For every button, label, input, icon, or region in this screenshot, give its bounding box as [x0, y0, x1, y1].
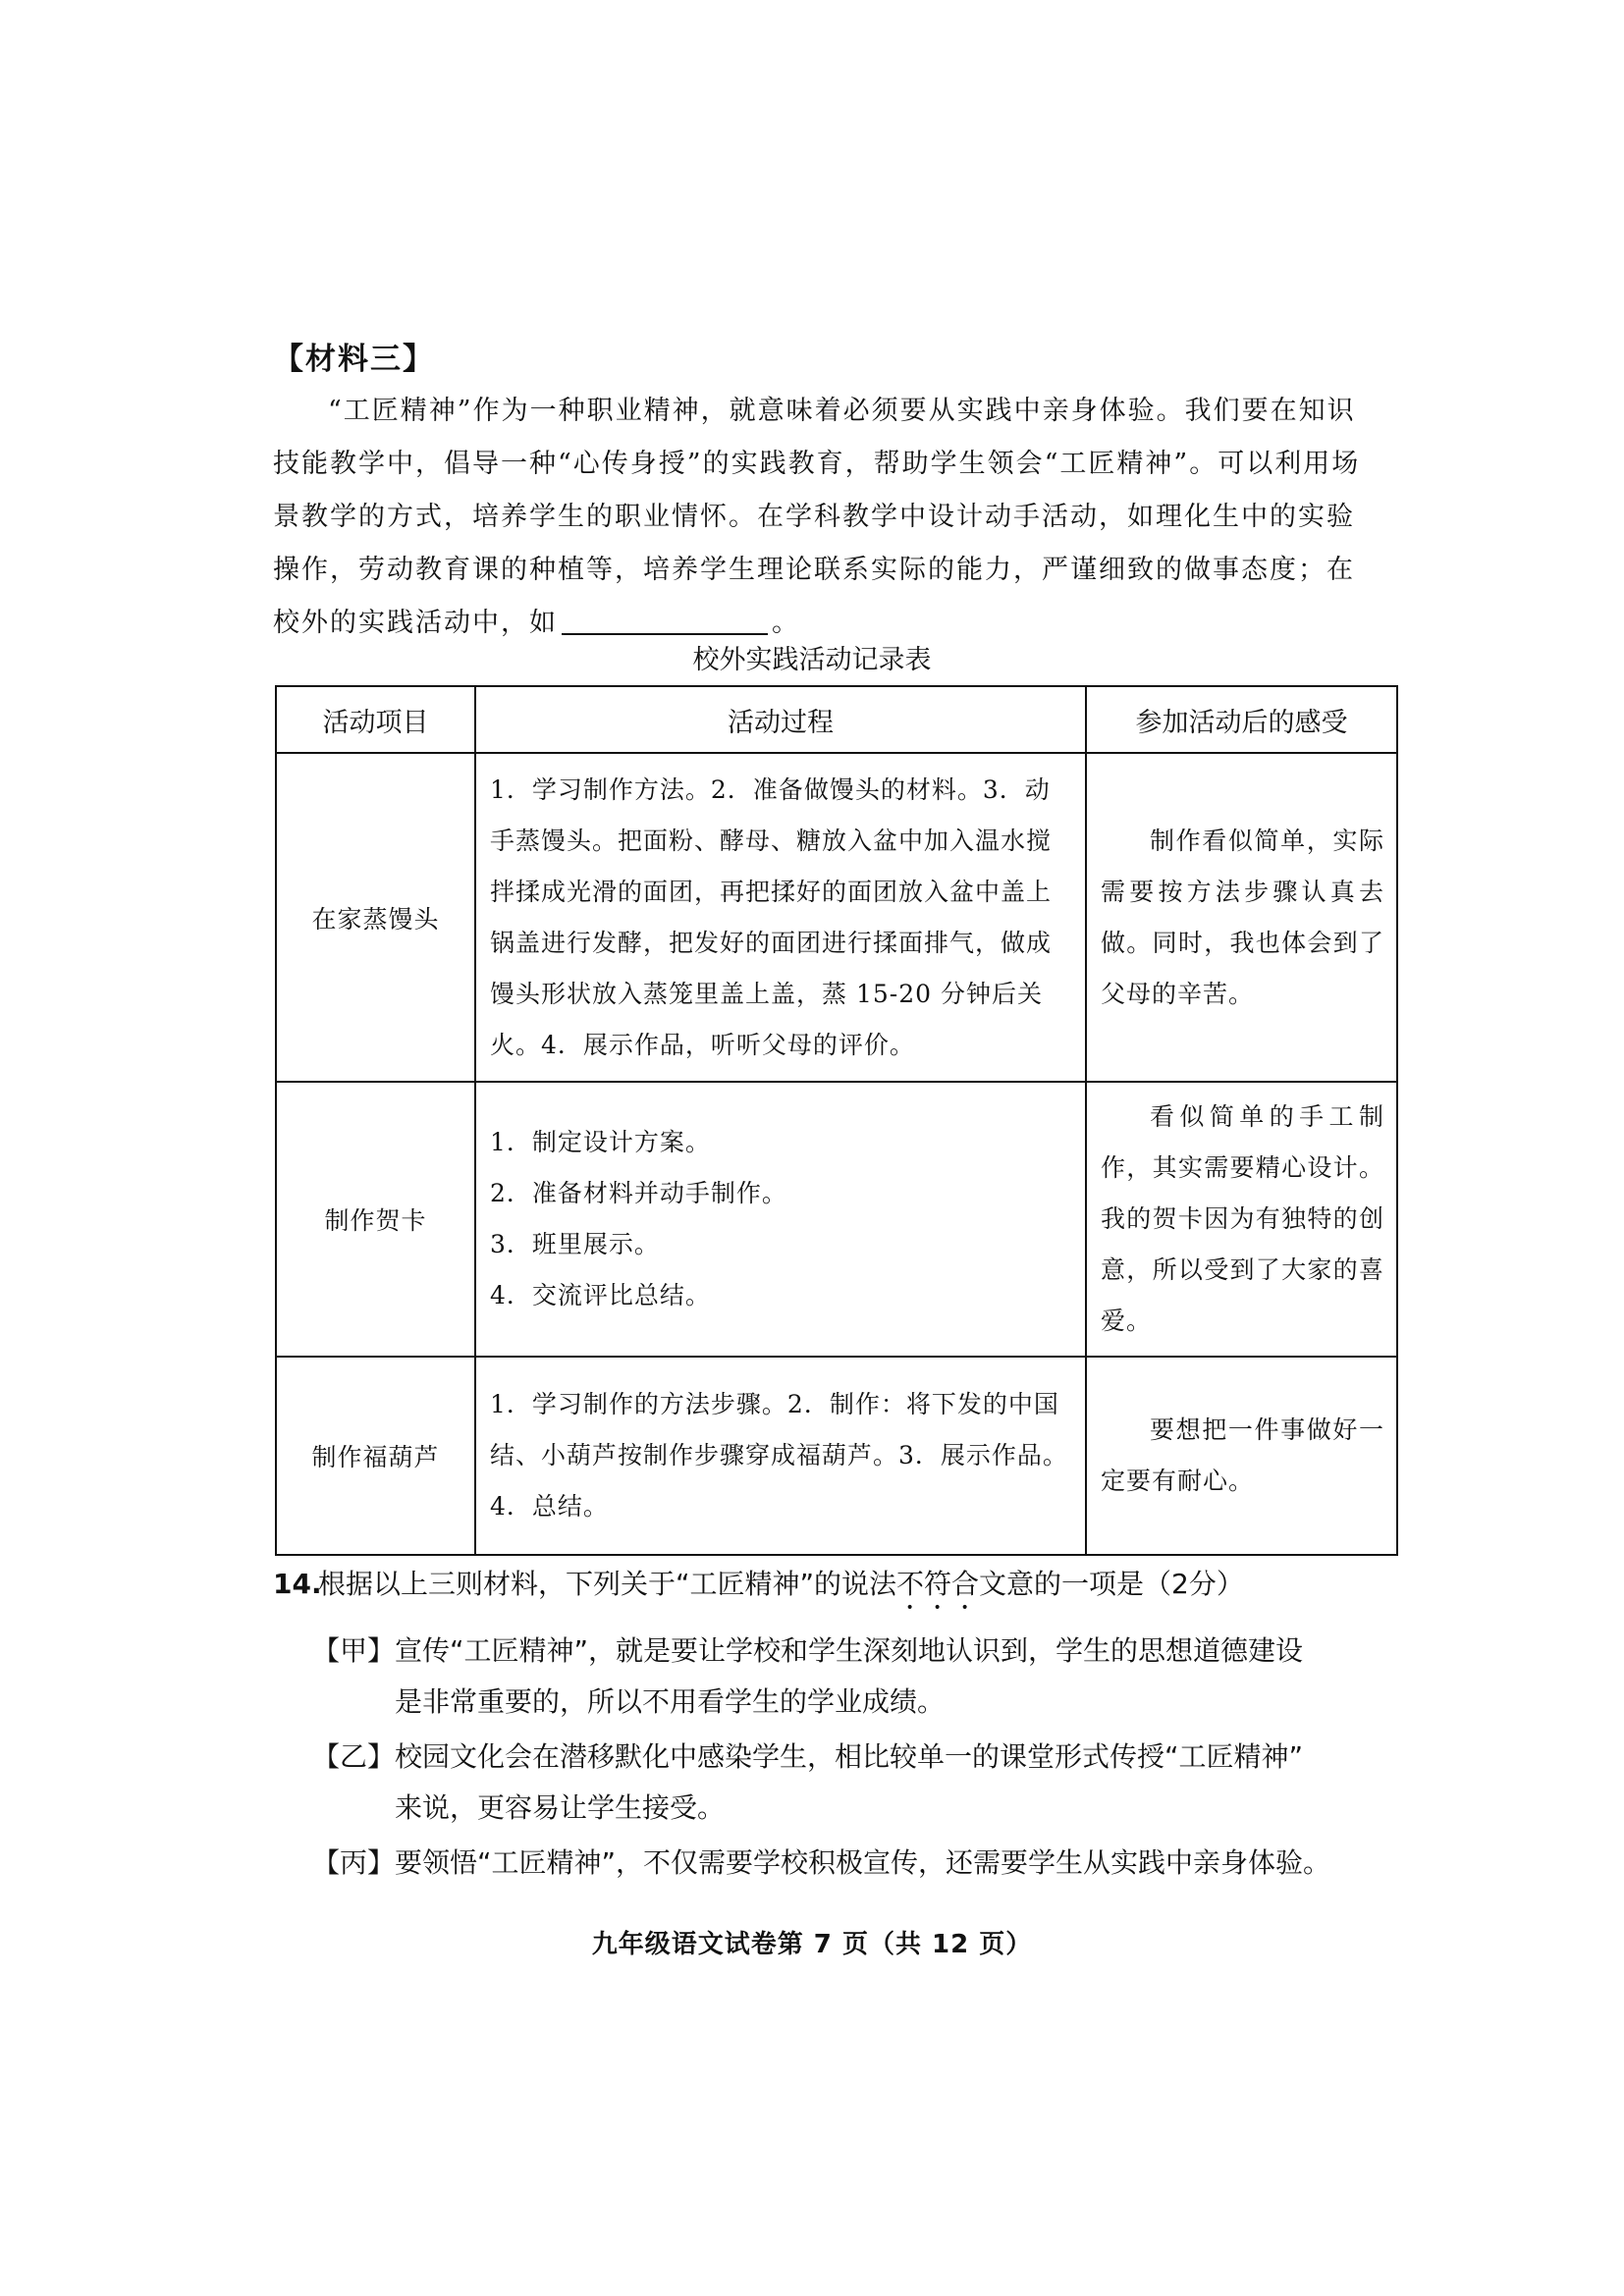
option-line: 宣传“工匠精神”，就是要让学校和学生深刻地认识到，学生的思想道德建设	[395, 1634, 1304, 1667]
activity-record-table	[275, 685, 1398, 1556]
option-mark: 【乙】	[312, 1740, 396, 1773]
paragraph-end: 。	[772, 608, 800, 638]
option-yi[interactable]	[312, 1732, 1303, 1834]
cell-process: 1．学习制作的方法步骤。2．制作：将下发的中国结、小葫芦按制作步骤穿成福葫芦。3．展示作品。4．总结。	[475, 1357, 1086, 1555]
cell-process: 1．学习制作方法。2．准备做馒头的材料。3．动手蒸馒头。把面粉、酵母、糖放入盆中加入温水搅拌揉成光滑的面团，再把揉好的面团放入盆中盖上锅盖进行发酵，把发好的面团进行揉面排气，做成馒头形状放入蒸笼里盖上盖，蒸 15-20 分钟后关火。4．展示作品，听听父母的评价。	[475, 753, 1086, 1082]
cell-feeling: 制作看似简单，实际需要按方法步骤认真去做。同时，我也体会到了父母的辛苦。	[1086, 753, 1397, 1082]
material-paragraph	[273, 385, 1361, 650]
option-line: 要领悟“工匠精神”，不仅需要学校积极宣传，还需要学生从实践中亲身体验。	[395, 1846, 1331, 1879]
cell-process	[475, 1082, 1086, 1357]
table-caption: 校外实践活动记录表	[692, 645, 932, 675]
page-footer: 九年级语文试卷第 7 页（共 12 页）	[591, 1930, 1033, 1959]
cell-feeling: 要想把一件事做好一定要有耐心。	[1086, 1357, 1397, 1555]
material-heading: 【材料三】	[273, 342, 435, 377]
answer-blank[interactable]	[562, 606, 768, 635]
process-step: 2．准备材料并动手制作。	[490, 1179, 787, 1207]
process-step: 3．班里展示。	[490, 1230, 660, 1258]
table-row	[276, 753, 1397, 1082]
option-bing[interactable]	[312, 1838, 1330, 1889]
option-mark: 【甲】	[312, 1634, 396, 1667]
cell-project: 在家蒸馒头	[276, 753, 475, 1082]
option-jia[interactable]	[312, 1626, 1303, 1728]
table-row	[276, 1357, 1397, 1555]
question-emphasis: 不符合	[896, 1568, 980, 1600]
option-line: 来说，更容易让学生接受。	[395, 1791, 726, 1824]
option-line: 校园文化会在潜移默化中感染学生，相比较单一的课堂形式传授“工匠精神”	[395, 1740, 1304, 1773]
question-14	[273, 1565, 1244, 1616]
question-text-before: 根据以上三则材料，下列关于“工匠精神”的说法	[318, 1568, 897, 1600]
cell-project: 制作福葫芦	[276, 1357, 475, 1555]
header-project: 活动项目	[276, 686, 475, 753]
option-line: 是非常重要的，所以不用看学生的学业成绩。	[395, 1685, 946, 1718]
process-step: 1．制定设计方案。	[490, 1128, 711, 1156]
table-row	[276, 1082, 1397, 1357]
header-process: 活动过程	[475, 686, 1086, 753]
table-header-row	[276, 686, 1397, 753]
process-step: 4．交流评比总结。	[490, 1281, 711, 1309]
question-number: 14.	[273, 1568, 322, 1600]
cell-feeling: 看似简单的手工制作，其实需要精心设计。我的贺卡因为有独特的创意，所以受到了大家的喜爱。	[1086, 1082, 1397, 1357]
paragraph-text: “工匠精神”作为一种职业精神，就意味着必须要从实践中亲身体验。我们要在知识技能教学中，倡导一种“心传身授”的实践教育，帮助学生领会“工匠精神”。可以利用场景教学的方式，培养学生的职业情怀。在学科教学中设计动手活动，如理化生中的实验操作，劳动教育课的种植等，培养学生理论联系实际的能力，严谨细致的做事态度；在校外的实践活动中，如	[273, 396, 1361, 638]
header-feeling: 参加活动后的感受	[1086, 686, 1397, 753]
question-text-after: 文意的一项是（2分）	[979, 1568, 1244, 1600]
option-mark: 【丙】	[312, 1846, 396, 1879]
cell-project: 制作贺卡	[276, 1082, 475, 1357]
